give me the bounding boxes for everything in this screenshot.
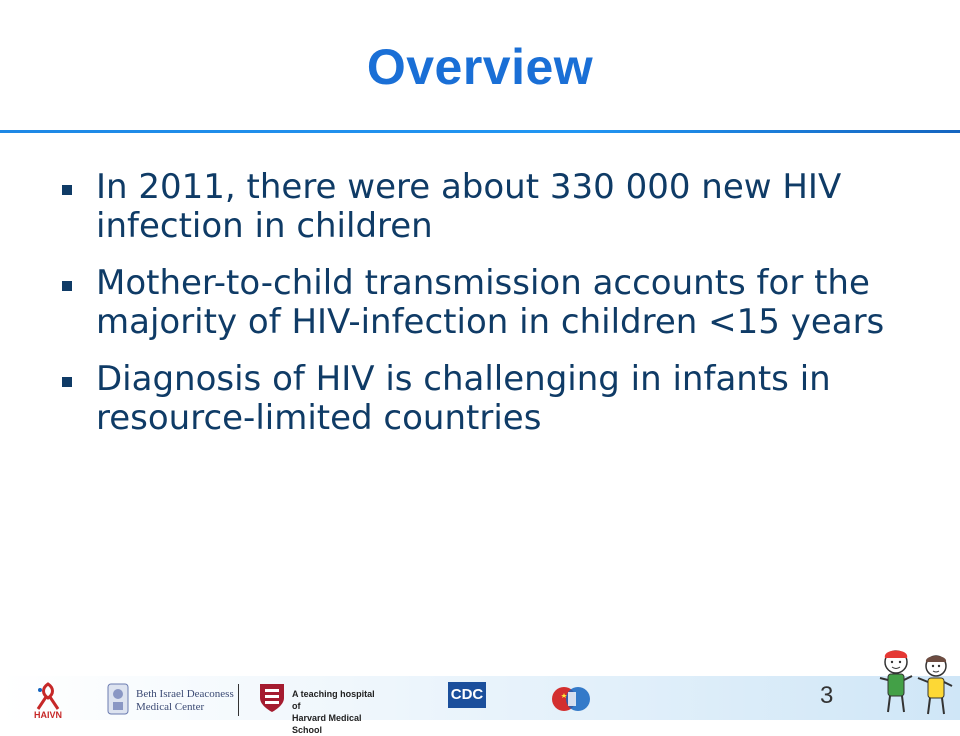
bullet-item [60, 360, 920, 438]
flags-icon [548, 682, 596, 716]
red-ribbon-icon [26, 682, 70, 710]
harvard-logo [258, 682, 378, 735]
square-bullet-icon [62, 185, 72, 195]
footer-logo-bar [0, 676, 960, 735]
square-bullet-icon [62, 281, 72, 291]
bullet-item [60, 264, 920, 342]
partner-flags-logo [548, 682, 596, 718]
bullet-text: Mother-to-child transmission accounts for the majority of HIV-infection in children <15 years [96, 263, 885, 342]
slide-title: Overview [366, 39, 594, 95]
bidmc-emblem-icon [104, 682, 132, 716]
bullet-text: Diagnosis of HIV is challenging in infants in resource-limited countries [96, 359, 831, 438]
bidmc-logo [104, 682, 234, 718]
bullet-list [60, 168, 920, 456]
harvard-line1: A teaching hospital of [292, 689, 375, 711]
cdc-logo [448, 682, 486, 716]
cdc-label: CDC [448, 682, 486, 708]
logo-divider [238, 684, 239, 716]
haivn-label: HAIVN [33, 710, 62, 720]
haivn-logo [26, 682, 70, 720]
square-bullet-icon [62, 377, 72, 387]
harvard-line2: Harvard Medical School [292, 713, 362, 735]
bullet-text: In 2011, there were about 330 000 new HIV infection in children [96, 167, 842, 246]
bidmc-name-line2: Medical Center [136, 701, 205, 713]
children-illustration-icon [872, 640, 958, 720]
bullet-item [60, 168, 920, 246]
harvard-shield-icon [258, 682, 286, 714]
title-divider [0, 130, 960, 133]
bidmc-name-line1: Beth Israel Deaconess [136, 688, 234, 700]
page-number: 3 [820, 682, 834, 709]
